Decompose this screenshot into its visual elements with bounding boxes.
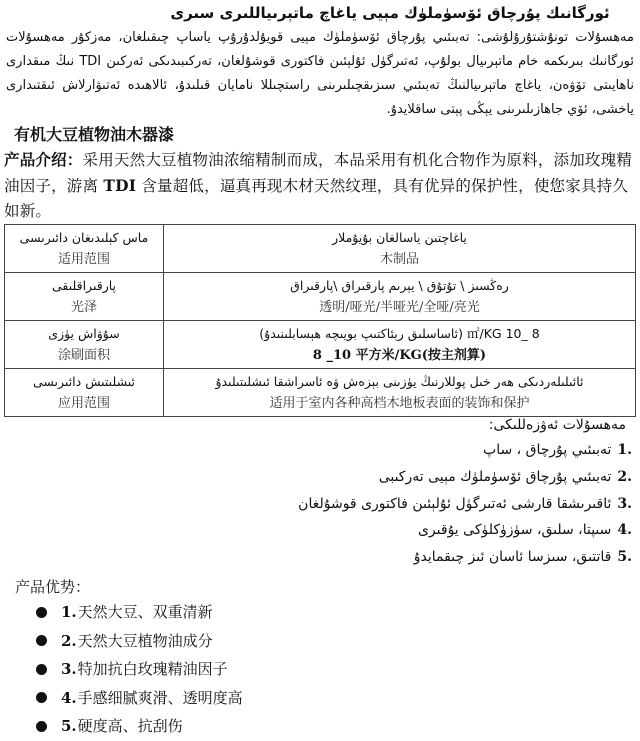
spec-value-cell [164, 369, 636, 417]
spec-table [4, 224, 636, 417]
spec-label-ug: ئىشلىتىش دائىرىسى [32, 373, 135, 389]
advantage-number: 3. [61, 660, 77, 678]
advantages-heading-chinese: 产品优势： [15, 578, 91, 596]
advantage-text: 天然大豆植物油成分 [77, 631, 213, 650]
spec-label-ug: سۇۋاش يۈزى [48, 325, 120, 341]
advantage-text: 硬度高、抗刮伤 [77, 717, 183, 735]
advantage-text: 手感细腻爽滑、透明度高 [77, 688, 243, 707]
advantage-number: 4. [61, 688, 77, 707]
advantages-list-chinese [36, 598, 243, 741]
spec-label-cn: 应用范围 [57, 395, 110, 411]
advantage-number: 4. [617, 522, 632, 539]
advantage-number: 1. [617, 442, 632, 458]
advantages-heading-uyghur: مەھسۇلات ئەۋزەللىكى: [488, 417, 626, 433]
intro-paragraph-chinese [4, 147, 636, 224]
spec-value-cn: 适用于室内各种高档木地板表面的装饰和保护 [269, 395, 530, 411]
spec-value-cell [164, 273, 636, 321]
advantage-item-ug [112, 464, 632, 491]
advantage-item-cn [36, 655, 243, 684]
spec-row [5, 225, 636, 273]
spec-value-cell [164, 225, 636, 273]
bullet-dot-icon [36, 635, 47, 646]
spec-row [5, 273, 636, 321]
spec-value-cn: 木制品 [379, 251, 419, 267]
spec-label-cn: 光泽 [70, 299, 97, 315]
advantage-text: 特加抗白玫瑰精油因子 [77, 660, 228, 678]
page-title-chinese: 有机大豆植物油木器漆 [14, 125, 175, 144]
spec-label-cell [5, 273, 164, 321]
intro-label: 产品介绍： [4, 150, 83, 169]
bullet-dot-icon [36, 664, 47, 675]
advantage-item-ug [112, 491, 632, 518]
bullet-dot-icon [36, 692, 47, 703]
bullet-dot-icon [36, 721, 47, 732]
advantage-number: 3. [617, 495, 632, 512]
spec-row [5, 321, 636, 369]
advantage-text: سىپتا، سلىق، سۈزۈكلۈكى يۇقىرى [417, 522, 612, 539]
spec-value-ug: 8 _10 ㎡/KG (ئاساسلىق رېئاكتىپ بويىچە ھېسابلىنىدۇ) [259, 325, 540, 341]
spec-row [5, 369, 636, 417]
spec-label-cn: 适用范围 [57, 251, 110, 267]
intro-tdi: TDI [103, 176, 137, 195]
page-title-uyghur: ئورگانىك پۇرچاق ئۆسۈملۈك مېيى ياغاچ ماتېرىياللىرى سىرى [170, 4, 610, 22]
spec-label-cell [5, 321, 164, 369]
advantage-text: 天然大豆、双重清新 [77, 603, 213, 621]
spec-value-cn: 8 _10 平方米/KG(按主剂算) [312, 347, 487, 363]
advantages-list-uyghur [112, 437, 632, 571]
advantage-number: 2. [61, 631, 77, 650]
advantage-item-cn [36, 712, 243, 741]
bullet-dot-icon [36, 607, 47, 618]
intro-text-part2: 含量超低，逼真再现木材天然纹理，具有优异的保护性，使您家具持久如新。 [4, 177, 629, 220]
intro-paragraph-uyghur: مەھسۇلات تونۇشتۇرۇلۇشى: تەبىئىي پۇرچاق ئۆسۈملۈك مېيى قويۇلدۇرۇپ ياساپ چىقىلغان، مەزكۇر مەھسۇلات ئورگانىك بىرىكمە خام ماتېرىيال بولۇپ، ئەتىرگۈل ئۇلېئىن فاكتورى قوشۇلغان، تەركىبىدىكى ئەركىن TDI نىڭ مىقدارى ناھايىتى تۆۋەن، ياغاچ ماتېرىيالنىڭ تەبىئىي سىزىقچىلىرىنى راستچىللا نامايان قىلىدۇ، ئالاھىدە ئەتىۋارلاش ئىقتىدارى ياخشى، ئۆي جاھازىلىرىنى يېڭى پېتى ساقلايدۇ. [6, 30, 634, 117]
spec-label-ug: پارقىراقلىقى [51, 277, 117, 293]
spec-value-cell [164, 321, 636, 369]
advantage-number: 1. [61, 603, 77, 621]
advantage-number: 2. [617, 468, 632, 485]
advantage-item-cn [36, 627, 243, 656]
spec-label-ug: ماس كېلىدىغان دائىرىسى [19, 229, 149, 245]
advantage-text: ئاقىرىشقا قارشى ئەتىرگۈل ئۇلېئىن فاكتورى قوشۇلغان [298, 495, 612, 512]
advantage-item-cn [36, 598, 243, 627]
spec-value-ug: ياغاچتىن ياسالغان بۇيۇملار [332, 229, 467, 245]
advantage-number: 5. [61, 717, 77, 735]
spec-label-cn: 涂刷面积 [57, 347, 110, 363]
advantage-text: تەبىئىي پۇرچاق ، ساپ [483, 442, 612, 458]
spec-value-cn: 透明/哑光/半哑光/全哑/亮光 [319, 299, 480, 315]
advantage-item-ug [112, 517, 632, 544]
advantage-number: 5. [617, 549, 632, 566]
advantage-text: قاتتىق، سىزسا ئاسان ئىز چىقمايدۇ [413, 549, 612, 566]
spec-label-cell [5, 225, 164, 273]
advantage-item-ug [112, 437, 632, 464]
intro-text-part1: 采用天然大豆植物油浓缩精制而成，本品采用有机化合物作为原料，添加玫瑰精油因子，游离 [4, 151, 633, 195]
advantage-item-ug [112, 544, 632, 571]
spec-value-ug: رەڭسىز \ تۇتۇق \ يېرىم پارقىراق \پارقىراق [290, 277, 509, 293]
spec-value-ug: ئائىلىلەردىكى ھەر خىل پوللارنىڭ يۈزىنى بېزەش ۋە ئاسراشقا ئىشلىتىلىدۇ [215, 373, 584, 389]
advantage-text: تەبىئىي پۇرچاق ئۆسۈملۈك مېيى تەركىبى [378, 468, 612, 485]
spec-label-cell [5, 369, 164, 417]
advantage-item-cn [36, 684, 243, 713]
